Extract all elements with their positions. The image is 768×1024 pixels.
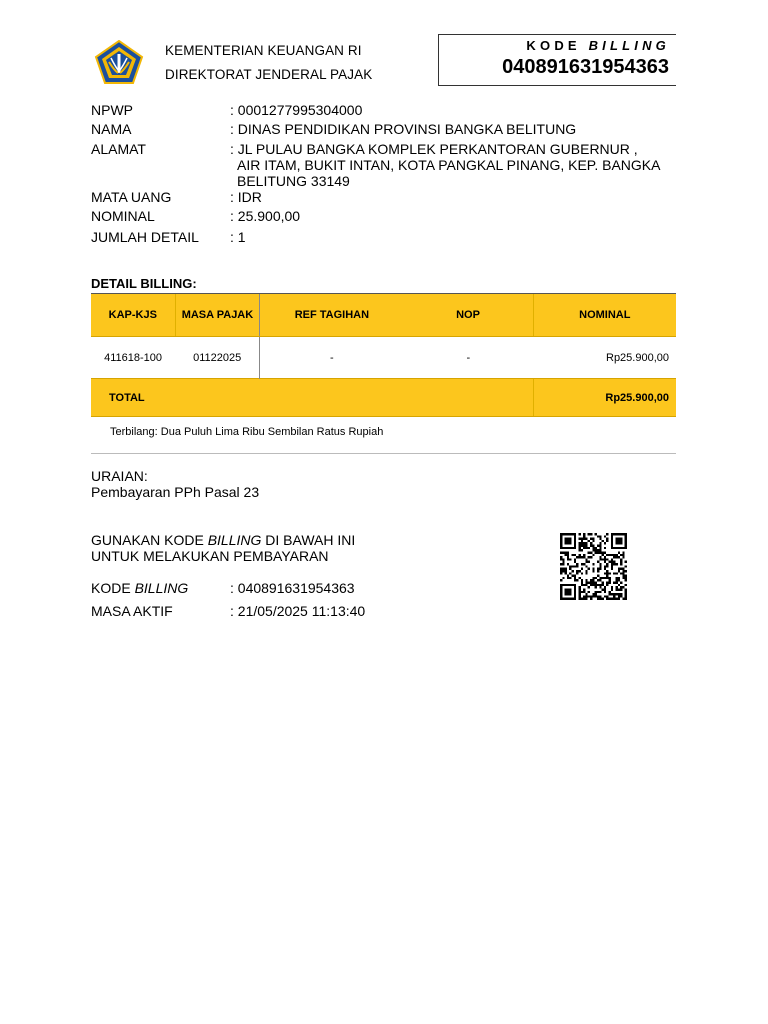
instruction-line-2: UNTUK MELAKUKAN PEMBAYARAN xyxy=(91,548,329,564)
alamat-line-1: : JL PULAU BANGKA KOMPLEK PERKANTORAN GUBERNUR , xyxy=(230,141,638,157)
total-value: Rp25.900,00 xyxy=(533,379,676,417)
nama-value: : DINAS PENDIDIKAN PROVINSI BANGKA BELITUNG xyxy=(230,121,577,137)
nominal-value: : 25.900,00 xyxy=(230,208,301,224)
table-total-row xyxy=(91,379,676,417)
cell-kap: 411618-100 xyxy=(104,351,162,364)
billing-table xyxy=(91,293,676,417)
cell-ref: - xyxy=(260,337,404,379)
mata-uang-label: MATA UANG xyxy=(91,189,172,205)
detail-billing-title: DETAIL BILLING: xyxy=(91,276,197,291)
cell-masa: 01122025 xyxy=(193,351,242,364)
npwp-label: NPWP xyxy=(91,102,133,118)
kode-billing-label: KODE BILLING xyxy=(526,38,670,53)
table-header-row xyxy=(91,294,676,337)
nominal-label: NOMINAL xyxy=(91,208,155,224)
divider xyxy=(91,453,676,454)
col-kap-kjs: KAP-KJS xyxy=(91,294,175,337)
jumlah-detail-value: : 1 xyxy=(230,229,246,245)
instruction-line-1: GUNAKAN KODE BILLING DI BAWAH INI xyxy=(91,532,356,548)
cell-nop: - xyxy=(466,351,471,364)
kode-billing-label-bottom: KODE BILLING xyxy=(91,580,189,596)
alamat-value xyxy=(230,141,670,189)
mata-uang-value: : IDR xyxy=(230,189,262,205)
kode-billing-box xyxy=(438,34,676,86)
col-nominal: NOMINAL xyxy=(533,294,676,337)
terbilang-text: Terbilang: Dua Puluh Lima Ribu Sembilan Ratus Rupiah xyxy=(110,426,384,438)
org-name-ministry: KEMENTERIAN KEUANGAN RI xyxy=(165,43,362,58)
uraian-value: Pembayaran PPh Pasal 23 xyxy=(91,484,260,500)
kemenkeu-logo-icon xyxy=(94,40,144,84)
kode-billing-value: 040891631954363 xyxy=(502,56,669,78)
kode-billing-value-bottom: : 040891631954363 xyxy=(230,580,355,596)
alamat-line-3: BELITUNG 33149 xyxy=(237,173,350,189)
org-name-directorate: DIREKTORAT JENDERAL PAJAK xyxy=(165,67,373,82)
total-label: TOTAL xyxy=(91,379,533,417)
jumlah-detail-label: JUMLAH DETAIL xyxy=(91,229,199,245)
col-masa-pajak: MASA PAJAK xyxy=(175,294,260,337)
masa-aktif-value: : 21/05/2025 11:13:40 xyxy=(230,603,366,619)
qr-code-icon xyxy=(558,533,629,600)
table-row xyxy=(91,337,676,379)
nama-label: NAMA xyxy=(91,121,132,137)
col-nop: NOP xyxy=(403,294,533,337)
col-ref-tagihan: REF TAGIHAN xyxy=(260,294,404,337)
npwp-value: : 0001277995304000 xyxy=(230,102,363,118)
alamat-label: ALAMAT xyxy=(91,141,146,157)
masa-aktif-label: MASA AKTIF xyxy=(91,603,173,619)
uraian-label: URAIAN: xyxy=(91,468,148,484)
alamat-line-2: AIR ITAM, BUKIT INTAN, KOTA PANGKAL PINANG, KEP. BANGKA xyxy=(237,157,661,173)
cell-nominal: Rp25.900,00 xyxy=(606,351,669,364)
